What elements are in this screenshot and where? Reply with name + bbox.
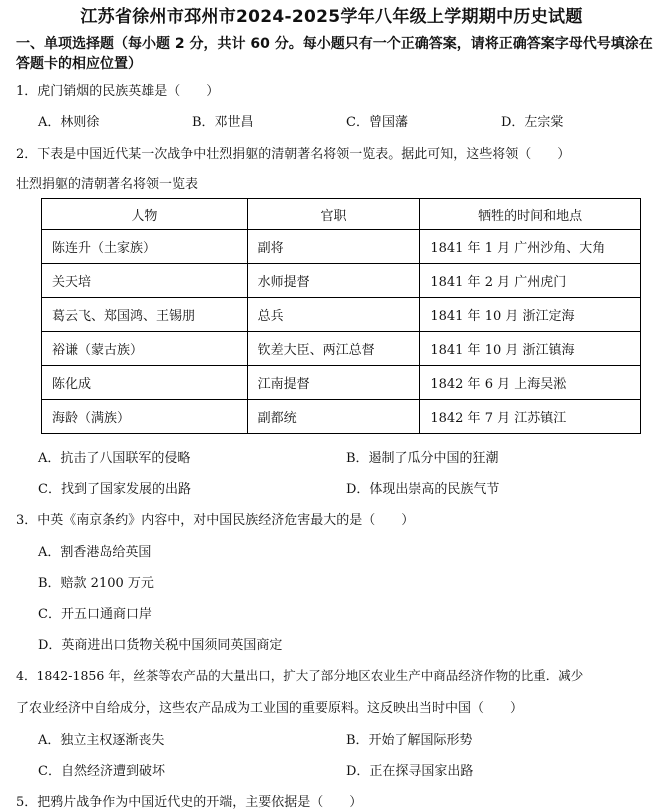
q3-option-a: A．割香港岛给英国 (38, 545, 152, 560)
cell-death: 1841 年 10 月 浙江镇海 (420, 332, 641, 366)
cell-death: 1841 年 2 月 广州虎门 (420, 264, 641, 298)
table-row (42, 298, 641, 332)
question-1-stem: 1．虎门销烟的民族英雄是（ ） (16, 84, 220, 99)
question-4-stem-line-1: 4．1842-1856 年，丝茶等农产品的大量出口，扩大了部分地区农业生产中商品经济作物的比重．减少 (16, 668, 584, 683)
cell-person: 陈化成 (42, 366, 248, 400)
cell-person: 关天培 (42, 264, 248, 298)
q2-option-a: A．抗击了八国联军的侵略 (38, 451, 191, 466)
q1-option-d: D．左宗棠 (501, 115, 564, 130)
table-caption: 壮烈捐躯的清朝著名将领一览表 (16, 177, 199, 192)
q2-option-b: B．遏制了瓜分中国的狂潮 (346, 451, 499, 466)
q2-option-c: C．找到了国家发展的出路 (38, 482, 191, 497)
section-heading: 一、单项选择题（每小题 2 分，共计 60 分。每小题只有一个正确答案，请将正确答案字母代号填涂在答题卡的相应位置） (16, 36, 653, 72)
q1-option-c: C．曾国藩 (346, 115, 408, 130)
q3-option-b: B．赔款 2100 万元 (38, 576, 154, 591)
cell-rank: 副都统 (247, 400, 420, 434)
question-4-stem-line-2: 了农业经济中自给成分，这些农产品成为工业国的重要原料。这反映出当时中国（ ） (16, 701, 524, 716)
table-row (42, 332, 641, 366)
exam-title: 江苏省徐州市邳州市2024-2025学年八年级上学期期中历史试题 (80, 7, 583, 27)
cell-death: 1842 年 7 月 江苏镇江 (420, 400, 641, 434)
cell-death: 1841 年 1 月 广州沙角、大角 (420, 230, 641, 264)
cell-person: 海龄（满族） (42, 400, 248, 434)
q1-option-a: A．林则徐 (38, 115, 100, 130)
cell-person: 葛云飞、郑国鸿、王锡朋 (42, 298, 248, 332)
q4-option-d: D．正在探寻国家出路 (346, 764, 474, 779)
cell-rank: 江南提督 (247, 366, 420, 400)
table-row (42, 264, 641, 298)
header-death: 牺牲的时间和地点 (420, 199, 641, 230)
cell-person: 陈连升（土家族） (42, 230, 248, 264)
table-row (42, 400, 641, 434)
table-row (42, 230, 641, 264)
q4-option-a: A．独立主权逐渐丧失 (38, 733, 165, 748)
q2-option-d: D．体现出崇高的民族气节 (346, 482, 500, 497)
q1-option-b: B．邓世昌 (192, 115, 254, 130)
question-3-stem: 3．中英《南京条约》内容中，对中国民族经济危害最大的是（ ） (16, 513, 415, 528)
cell-rank: 副将 (247, 230, 420, 264)
q3-option-c: C．开五口通商口岸 (38, 607, 152, 622)
header-person: 人物 (42, 199, 248, 230)
cell-death: 1841 年 10 月 浙江定海 (420, 298, 641, 332)
q4-option-c: C．自然经济遭到破坏 (38, 764, 165, 779)
question-5-stem: 5．把鸦片战争作为中国近代史的开端，主要依据是（ ） (16, 795, 363, 810)
cell-death: 1842 年 6 月 上海吴淞 (420, 366, 641, 400)
cell-rank: 钦差大臣、两江总督 (247, 332, 420, 366)
cell-rank: 水师提督 (247, 264, 420, 298)
q3-option-d: D．英商进出口货物关税中国须同英国商定 (38, 638, 283, 653)
cell-rank: 总兵 (247, 298, 420, 332)
table-row (42, 366, 641, 400)
generals-table (41, 198, 641, 434)
q4-option-b: B．开始了解国际形势 (346, 733, 473, 748)
question-2-stem: 2．下表是中国近代某一次战争中壮烈捐躯的清朝著名将领一览表。据此可知，这些将领（ ） (16, 147, 571, 162)
cell-person: 裕谦（蒙古族） (42, 332, 248, 366)
header-rank: 官职 (247, 199, 420, 230)
table-header-row (42, 199, 641, 230)
